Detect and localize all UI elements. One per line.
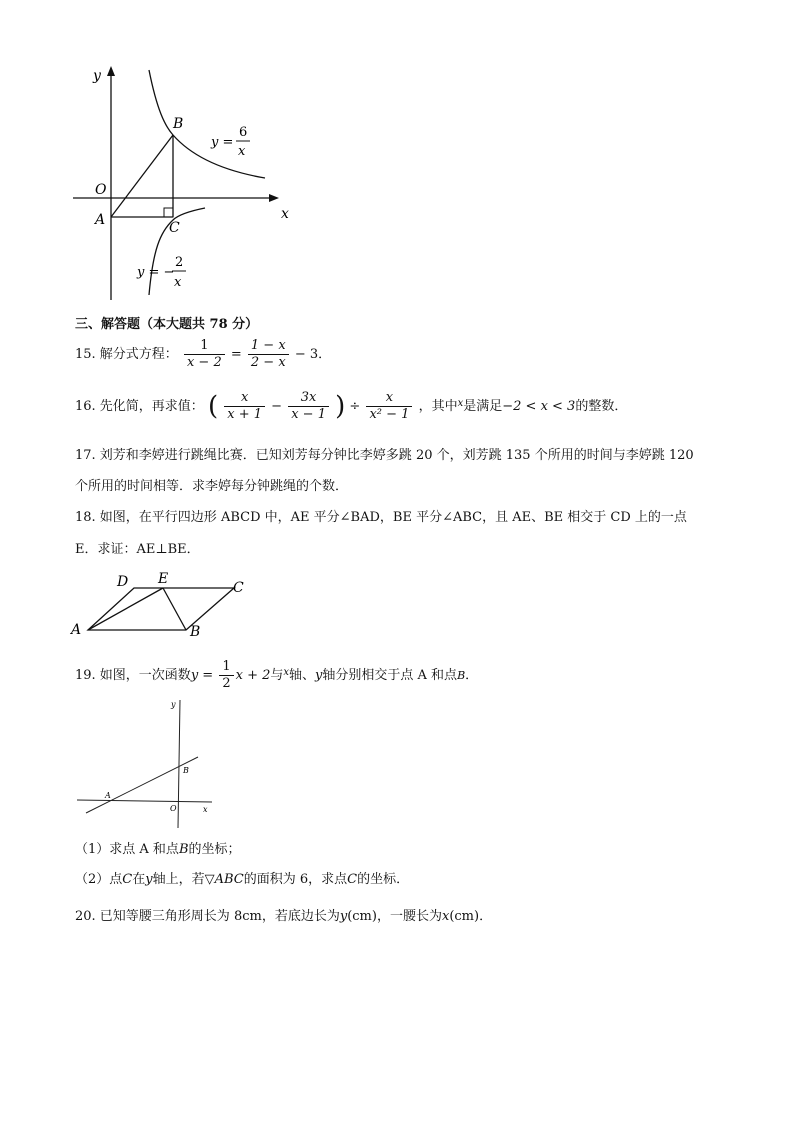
q16-tail2: 是满足 bbox=[463, 399, 503, 414]
q19-yvar: y bbox=[315, 668, 323, 683]
label-origin: O bbox=[95, 182, 107, 198]
right-angle-mark bbox=[164, 208, 173, 217]
x-axis-arrow bbox=[269, 194, 279, 202]
segment-ab bbox=[111, 135, 173, 217]
question-16 bbox=[75, 390, 627, 423]
curve1-num: 6 bbox=[239, 125, 248, 140]
q19-num: 1 bbox=[219, 659, 233, 676]
label-c: C bbox=[169, 220, 180, 236]
label-a: A bbox=[105, 791, 111, 800]
q19-xvar: x bbox=[283, 667, 290, 678]
segment-ae bbox=[88, 588, 163, 630]
q15-f2-num: 1 − x bbox=[248, 338, 289, 355]
q19-part2-e: 的坐标． bbox=[357, 872, 410, 887]
q16-f2-den: x − 1 bbox=[291, 407, 326, 422]
parallelogram-abcd bbox=[88, 588, 234, 630]
curve2-num: 2 bbox=[175, 255, 184, 270]
q19-part1-end: 的坐标； bbox=[188, 842, 241, 857]
q16-minus: − bbox=[271, 399, 283, 414]
q19-part2-b: 在 bbox=[132, 872, 146, 887]
question-19 bbox=[75, 659, 478, 692]
question-19-part-2 bbox=[75, 870, 409, 890]
q20-y: y bbox=[339, 909, 348, 924]
y-axis bbox=[178, 700, 180, 828]
q19-prefix: 19. 如图，一次函数 bbox=[75, 668, 191, 683]
question-18-line-2: E．求证：AE⊥BE． bbox=[75, 542, 200, 557]
curve1-den: x bbox=[238, 144, 246, 159]
q16-f1-den: x + 1 bbox=[227, 407, 263, 422]
segment-be bbox=[163, 588, 186, 630]
curve-upper bbox=[149, 70, 265, 178]
q19-part1-b: B bbox=[178, 842, 189, 857]
q19-end: ． bbox=[465, 668, 479, 683]
section-title: 三、解答题（本大题共 78 分） bbox=[75, 317, 259, 332]
q16-fraction-3 bbox=[366, 390, 412, 423]
q15-tail: − 3． bbox=[294, 347, 332, 362]
label-x: x bbox=[203, 805, 208, 814]
q19-b: B bbox=[457, 669, 466, 682]
label-o: O bbox=[170, 804, 177, 813]
q20-mid: ，一腰长为 bbox=[376, 909, 442, 924]
line-ab bbox=[86, 757, 198, 813]
q19-part1-text: （1）求点 A 和点 bbox=[75, 842, 179, 857]
q19-part2-c: C bbox=[122, 872, 133, 887]
q15-fraction-1 bbox=[184, 338, 225, 371]
q15-f1-num: 1 bbox=[184, 338, 225, 355]
y-axis-arrow bbox=[107, 66, 115, 76]
q16-f3-den: x² − 1 bbox=[369, 407, 410, 422]
q19-part2-y: y bbox=[145, 872, 153, 887]
q15-eq: = bbox=[230, 347, 242, 362]
q19-part2-cc: C bbox=[347, 872, 358, 887]
q19-rest: x + 2 bbox=[235, 668, 271, 683]
label-y-axis: y bbox=[93, 68, 101, 84]
label-a: A bbox=[95, 212, 106, 228]
label-x-axis: x bbox=[281, 206, 289, 222]
q16-fraction-1 bbox=[224, 390, 265, 423]
q20-x: x bbox=[441, 909, 450, 924]
q16-f2-num: 3x bbox=[288, 390, 329, 407]
q19-mid2: 轴、 bbox=[289, 668, 316, 683]
label-e: E bbox=[158, 571, 169, 587]
q15-f1-den: x − 2 bbox=[186, 355, 222, 370]
q19-part2-tri: ▽ABC bbox=[204, 872, 244, 887]
label-d: D bbox=[117, 574, 129, 590]
q16-tail3: 的整数． bbox=[575, 399, 628, 414]
q16-div: ÷ bbox=[349, 399, 361, 414]
q20-unit1: (cm) bbox=[347, 909, 377, 924]
figure-hyperbola bbox=[65, 60, 305, 305]
q15-fraction-2 bbox=[248, 338, 289, 371]
label-a: A bbox=[71, 622, 82, 638]
q19-mid: 与 bbox=[270, 668, 284, 683]
figure-linear-function bbox=[72, 695, 222, 830]
q15-prefix: 15. 解分式方程： bbox=[75, 347, 178, 362]
q20-prefix: 20. 已知等腰三角形周长为 8cm，若底边长为 bbox=[75, 909, 340, 924]
q20-end: ． bbox=[479, 909, 493, 924]
q16-prefix: 16. 先化简，再求值： bbox=[75, 399, 204, 414]
curve2-lhs: y = − bbox=[137, 265, 175, 280]
q19-den: 2 bbox=[222, 676, 231, 691]
q16-var: x bbox=[457, 398, 464, 409]
q20-unit2: (cm) bbox=[449, 909, 480, 924]
label-b: B bbox=[173, 116, 184, 132]
label-b: B bbox=[190, 624, 201, 640]
figure-parallelogram bbox=[65, 568, 265, 644]
q16-fraction-2 bbox=[288, 390, 329, 423]
question-19-part-1 bbox=[75, 840, 241, 860]
q16-lparen: ( bbox=[207, 391, 219, 422]
q16-rparen: ) bbox=[335, 391, 346, 422]
q19-part2-a: （2）点 bbox=[75, 872, 123, 887]
q19-part2-d: 的面积为 6，求点 bbox=[243, 872, 348, 887]
q16-tail1: ，其中 bbox=[418, 399, 458, 414]
q16-f1-num: x bbox=[224, 390, 265, 407]
curve1-lhs: y = bbox=[211, 135, 234, 150]
label-b: B bbox=[183, 766, 189, 775]
label-c: C bbox=[233, 580, 244, 596]
question-20 bbox=[75, 907, 492, 927]
q16-f3-num: x bbox=[366, 390, 412, 407]
question-17-line-1: 17. 刘芳和李婷进行跳绳比赛．已知刘芳每分钟比李婷多跳 20 个，刘芳跳 135 个所用的时间与李婷跳 120 bbox=[75, 448, 694, 463]
question-18-line-1: 18. 如图，在平行四边形 ABCD 中，AE 平分∠BAD，BE 平分∠ABC，且 AE、BE 相交于 CD 上的一点 bbox=[75, 510, 687, 525]
q19-y: y = bbox=[190, 668, 214, 683]
x-axis bbox=[77, 800, 212, 802]
q16-condition: −2 < x < 3 bbox=[502, 399, 576, 414]
q19-tail: 轴分别相交于点 A 和点 bbox=[322, 668, 458, 683]
q19-part2-c2: 轴上，若 bbox=[152, 872, 205, 887]
question-15 bbox=[75, 338, 331, 371]
q19-fraction bbox=[219, 659, 233, 692]
question-17-line-2: 个所用的时间相等．求李婷每分钟跳绳的个数． bbox=[75, 479, 349, 494]
q15-f2-den: 2 − x bbox=[250, 355, 286, 370]
label-y: y bbox=[171, 700, 176, 709]
curve2-den: x bbox=[174, 275, 182, 290]
